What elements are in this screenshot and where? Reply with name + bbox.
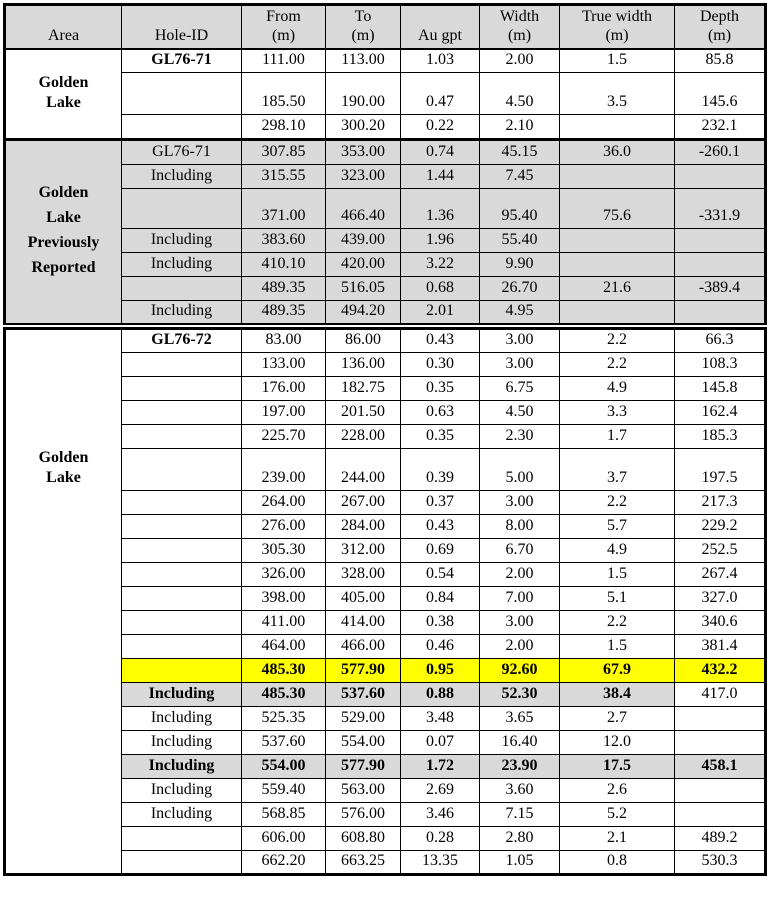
cell-to: 284.00 (326, 515, 401, 539)
cell-from: 307.85 (242, 140, 326, 164)
cell-depth: -331.9 (675, 188, 766, 228)
cell-hole: Including (122, 707, 242, 731)
cell-from: 489.35 (242, 276, 326, 300)
cell-hole (122, 515, 242, 539)
cell-hole (122, 73, 242, 115)
cell-from: 485.30 (242, 659, 326, 683)
cell-from: 326.00 (242, 563, 326, 587)
cell-width: 2.00 (480, 49, 560, 73)
cell-from: 537.60 (242, 731, 326, 755)
cell-to: 312.00 (326, 539, 401, 563)
cell-from: 176.00 (242, 377, 326, 401)
cell-from: 525.35 (242, 707, 326, 731)
cell-hole (122, 276, 242, 300)
cell-width: 26.70 (480, 276, 560, 300)
cell-au: 0.74 (401, 140, 480, 164)
table-row (5, 140, 766, 164)
cell-au: 0.38 (401, 611, 480, 635)
cell-depth: 417.0 (675, 683, 766, 707)
cell-to: 190.00 (326, 73, 401, 115)
cell-au: 0.46 (401, 635, 480, 659)
cell-from: 83.00 (242, 329, 326, 353)
cell-from: 111.00 (242, 49, 326, 73)
cell-depth: -389.4 (675, 276, 766, 300)
cell-from: 568.85 (242, 803, 326, 827)
cell-true-width: 1.7 (560, 425, 675, 449)
cell-hole (122, 659, 242, 683)
cell-true-width: 2.1 (560, 827, 675, 851)
drill-results-table-section-previously-reported (3, 140, 767, 326)
cell-au: 0.35 (401, 377, 480, 401)
cell-depth: 162.4 (675, 401, 766, 425)
cell-depth: 145.6 (675, 73, 766, 115)
cell-to: 353.00 (326, 140, 401, 164)
cell-depth: 252.5 (675, 539, 766, 563)
table-row (5, 49, 766, 73)
cell-au: 0.54 (401, 563, 480, 587)
cell-au: 3.48 (401, 707, 480, 731)
cell-width: 95.40 (480, 188, 560, 228)
cell-true-width (560, 252, 675, 276)
cell-depth: 381.4 (675, 635, 766, 659)
cell-au: 1.44 (401, 164, 480, 188)
cell-from: 185.50 (242, 73, 326, 115)
cell-width: 4.50 (480, 73, 560, 115)
cell-au: 3.46 (401, 803, 480, 827)
cell-from: 485.30 (242, 683, 326, 707)
cell-width: 92.60 (480, 659, 560, 683)
cell-true-width: 2.2 (560, 491, 675, 515)
area-label: Golden Lake (5, 49, 122, 139)
cell-true-width: 38.4 (560, 683, 675, 707)
cell-width: 2.30 (480, 425, 560, 449)
cell-from: 383.60 (242, 228, 326, 252)
cell-true-width: 4.9 (560, 377, 675, 401)
cell-from: 464.00 (242, 635, 326, 659)
cell-true-width: 1.5 (560, 49, 675, 73)
cell-au: 0.43 (401, 329, 480, 353)
cell-au: 2.01 (401, 300, 480, 324)
cell-to: 323.00 (326, 164, 401, 188)
column-header-area: Area (5, 5, 122, 49)
cell-to: 494.20 (326, 300, 401, 324)
cell-width: 3.00 (480, 611, 560, 635)
cell-au: 1.96 (401, 228, 480, 252)
cell-to: 136.00 (326, 353, 401, 377)
cell-width: 3.60 (480, 779, 560, 803)
cell-width: 45.15 (480, 140, 560, 164)
cell-true-width: 2.2 (560, 611, 675, 635)
cell-to: 537.60 (326, 683, 401, 707)
cell-width: 7.45 (480, 164, 560, 188)
cell-true-width (560, 300, 675, 324)
cell-au: 0.63 (401, 401, 480, 425)
cell-depth: 530.3 (675, 851, 766, 875)
cell-width: 3.00 (480, 353, 560, 377)
cell-true-width: 17.5 (560, 755, 675, 779)
cell-depth (675, 228, 766, 252)
cell-width: 23.90 (480, 755, 560, 779)
cell-to: 420.00 (326, 252, 401, 276)
cell-true-width: 0.8 (560, 851, 675, 875)
cell-depth: 327.0 (675, 587, 766, 611)
cell-to: 529.00 (326, 707, 401, 731)
cell-au: 0.22 (401, 115, 480, 139)
cell-au: 0.30 (401, 353, 480, 377)
cell-depth: 232.1 (675, 115, 766, 139)
cell-true-width: 2.6 (560, 779, 675, 803)
cell-to: 405.00 (326, 587, 401, 611)
cell-depth (675, 164, 766, 188)
cell-hole (122, 851, 242, 875)
cell-au: 0.47 (401, 73, 480, 115)
cell-hole (122, 449, 242, 491)
cell-depth: 197.5 (675, 449, 766, 491)
cell-to: 182.75 (326, 377, 401, 401)
cell-width: 2.00 (480, 563, 560, 587)
cell-true-width: 2.2 (560, 329, 675, 353)
cell-hole: Including (122, 300, 242, 324)
cell-depth: 66.3 (675, 329, 766, 353)
header-row (5, 5, 766, 49)
cell-au: 0.28 (401, 827, 480, 851)
cell-true-width: 3.7 (560, 449, 675, 491)
cell-width: 4.95 (480, 300, 560, 324)
cell-to: 563.00 (326, 779, 401, 803)
cell-true-width: 67.9 (560, 659, 675, 683)
cell-width: 2.10 (480, 115, 560, 139)
cell-depth: 217.3 (675, 491, 766, 515)
cell-hole (122, 115, 242, 139)
drill-results-table-section-golden-lake (3, 3, 767, 140)
cell-hole: Including (122, 228, 242, 252)
cell-width: 3.00 (480, 491, 560, 515)
cell-au: 0.37 (401, 491, 480, 515)
cell-depth: 229.2 (675, 515, 766, 539)
cell-au: 0.43 (401, 515, 480, 539)
cell-true-width: 1.5 (560, 563, 675, 587)
cell-hole (122, 611, 242, 635)
cell-au: 3.22 (401, 252, 480, 276)
cell-to: 577.90 (326, 755, 401, 779)
cell-true-width (560, 228, 675, 252)
cell-to: 86.00 (326, 329, 401, 353)
cell-true-width: 3.5 (560, 73, 675, 115)
cell-depth: 340.6 (675, 611, 766, 635)
cell-au: 13.35 (401, 851, 480, 875)
cell-from: 305.30 (242, 539, 326, 563)
cell-hole: Including (122, 252, 242, 276)
cell-width: 9.90 (480, 252, 560, 276)
cell-true-width: 2.2 (560, 353, 675, 377)
cell-from: 606.00 (242, 827, 326, 851)
cell-to: 228.00 (326, 425, 401, 449)
cell-hole (122, 377, 242, 401)
cell-from: 315.55 (242, 164, 326, 188)
cell-from: 276.00 (242, 515, 326, 539)
cell-depth (675, 803, 766, 827)
cell-from: 489.35 (242, 300, 326, 324)
cell-au: 0.88 (401, 683, 480, 707)
cell-depth: 185.3 (675, 425, 766, 449)
cell-width: 2.80 (480, 827, 560, 851)
cell-hole (122, 188, 242, 228)
cell-width: 6.75 (480, 377, 560, 401)
cell-from: 398.00 (242, 587, 326, 611)
column-header-to: To (m) (326, 5, 401, 49)
cell-to: 663.25 (326, 851, 401, 875)
cell-to: 554.00 (326, 731, 401, 755)
cell-depth (675, 707, 766, 731)
cell-to: 577.90 (326, 659, 401, 683)
column-header-depth: Depth (m) (675, 5, 766, 49)
cell-width: 7.15 (480, 803, 560, 827)
cell-hole (122, 353, 242, 377)
cell-to: 244.00 (326, 449, 401, 491)
cell-to: 608.80 (326, 827, 401, 851)
cell-true-width (560, 164, 675, 188)
cell-true-width: 36.0 (560, 140, 675, 164)
cell-width: 55.40 (480, 228, 560, 252)
cell-au: 0.07 (401, 731, 480, 755)
cell-to: 414.00 (326, 611, 401, 635)
cell-true-width: 12.0 (560, 731, 675, 755)
cell-width: 52.30 (480, 683, 560, 707)
table-header (5, 5, 766, 49)
cell-depth: 489.2 (675, 827, 766, 851)
cell-from: 371.00 (242, 188, 326, 228)
cell-depth: -260.1 (675, 140, 766, 164)
cell-to: 267.00 (326, 491, 401, 515)
cell-true-width: 1.5 (560, 635, 675, 659)
cell-au: 0.39 (401, 449, 480, 491)
cell-from: 559.40 (242, 779, 326, 803)
cell-to: 466.00 (326, 635, 401, 659)
cell-depth (675, 731, 766, 755)
cell-from: 239.00 (242, 449, 326, 491)
cell-width: 5.00 (480, 449, 560, 491)
cell-depth (675, 300, 766, 324)
cell-from: 411.00 (242, 611, 326, 635)
cell-width: 4.50 (480, 401, 560, 425)
cell-from: 298.10 (242, 115, 326, 139)
cell-from: 197.00 (242, 401, 326, 425)
cell-true-width: 3.3 (560, 401, 675, 425)
cell-depth (675, 779, 766, 803)
cell-to: 300.20 (326, 115, 401, 139)
cell-depth: 108.3 (675, 353, 766, 377)
table-row (5, 329, 766, 353)
cell-hole: GL76-71 (122, 140, 242, 164)
cell-hole (122, 587, 242, 611)
cell-to: 439.00 (326, 228, 401, 252)
cell-from: 225.70 (242, 425, 326, 449)
cell-to: 576.00 (326, 803, 401, 827)
cell-width: 2.00 (480, 635, 560, 659)
cell-width: 8.00 (480, 515, 560, 539)
cell-au: 2.69 (401, 779, 480, 803)
cell-hole (122, 539, 242, 563)
cell-au: 1.72 (401, 755, 480, 779)
cell-depth: 145.8 (675, 377, 766, 401)
cell-hole: Including (122, 779, 242, 803)
cell-au: 0.84 (401, 587, 480, 611)
cell-true-width: 5.1 (560, 587, 675, 611)
cell-au: 0.35 (401, 425, 480, 449)
cell-to: 328.00 (326, 563, 401, 587)
cell-hole: Including (122, 803, 242, 827)
column-header-width: Width (m) (480, 5, 560, 49)
area-label: Golden Lake Previously Reported (5, 140, 122, 324)
cell-au: 1.36 (401, 188, 480, 228)
cell-to: 466.40 (326, 188, 401, 228)
cell-width: 3.00 (480, 329, 560, 353)
cell-hole: GL76-72 (122, 329, 242, 353)
cell-hole (122, 635, 242, 659)
cell-au: 0.68 (401, 276, 480, 300)
cell-hole (122, 401, 242, 425)
cell-true-width: 75.6 (560, 188, 675, 228)
cell-hole (122, 827, 242, 851)
cell-depth: 267.4 (675, 563, 766, 587)
cell-depth: 85.8 (675, 49, 766, 73)
column-header-from: From (m) (242, 5, 326, 49)
cell-hole (122, 563, 242, 587)
cell-au: 1.03 (401, 49, 480, 73)
cell-depth: 458.1 (675, 755, 766, 779)
cell-width: 7.00 (480, 587, 560, 611)
cell-from: 264.00 (242, 491, 326, 515)
column-header-hole-id: Hole-ID (122, 5, 242, 49)
cell-depth: 432.2 (675, 659, 766, 683)
cell-from: 133.00 (242, 353, 326, 377)
cell-hole: Including (122, 164, 242, 188)
column-header-true-width: True width (m) (560, 5, 675, 49)
cell-true-width (560, 115, 675, 139)
cell-hole (122, 425, 242, 449)
cell-true-width: 21.6 (560, 276, 675, 300)
cell-true-width: 5.7 (560, 515, 675, 539)
cell-hole (122, 491, 242, 515)
cell-depth (675, 252, 766, 276)
cell-width: 16.40 (480, 731, 560, 755)
cell-width: 6.70 (480, 539, 560, 563)
cell-to: 113.00 (326, 49, 401, 73)
cell-width: 3.65 (480, 707, 560, 731)
cell-to: 516.05 (326, 276, 401, 300)
drill-results-table-section-golden-lake-gl76-72 (3, 327, 767, 876)
cell-hole: Including (122, 755, 242, 779)
cell-width: 1.05 (480, 851, 560, 875)
cell-to: 201.50 (326, 401, 401, 425)
cell-hole: Including (122, 683, 242, 707)
cell-true-width: 2.7 (560, 707, 675, 731)
cell-from: 554.00 (242, 755, 326, 779)
cell-hole: Including (122, 731, 242, 755)
column-header-au-gpt: Au gpt (401, 5, 480, 49)
cell-au: 0.95 (401, 659, 480, 683)
cell-au: 0.69 (401, 539, 480, 563)
cell-hole: GL76-71 (122, 49, 242, 73)
cell-from: 662.20 (242, 851, 326, 875)
cell-true-width: 4.9 (560, 539, 675, 563)
cell-from: 410.10 (242, 252, 326, 276)
area-label: Golden Lake (5, 329, 122, 875)
cell-true-width: 5.2 (560, 803, 675, 827)
